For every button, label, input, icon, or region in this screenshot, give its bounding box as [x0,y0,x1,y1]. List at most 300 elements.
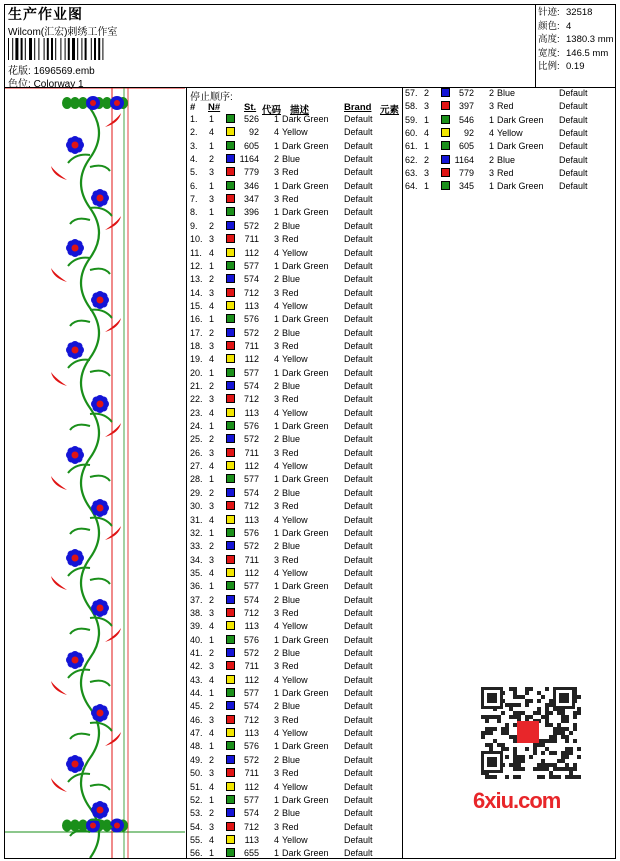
row-code: 1 [489,114,495,125]
qr-module [497,719,501,723]
row-index: 35. [190,567,203,578]
row-stitches: 574 [243,701,259,712]
qr-module [497,743,501,747]
qr-module [561,759,565,763]
row-stitches: 711 [244,554,259,565]
row-code: 1 [274,741,280,752]
row-code: 3 [274,167,280,178]
row-stitches: 1164 [239,154,259,165]
row-stitches: 712 [243,714,259,725]
row-index: 25. [190,434,203,445]
row-description: Blue [497,88,516,98]
row-brand: Default [344,701,373,712]
red-leaf [105,318,121,332]
row-needle: 2 [209,594,215,605]
flower-center [72,555,79,562]
row-brand: Default [344,154,373,165]
row-needle: 2 [209,434,215,445]
qr-code [471,681,586,781]
row-description: Red [282,821,299,832]
qr-module [561,731,565,735]
row-brand: Default [559,128,588,139]
row-needle: 3 [209,394,215,405]
row-code: 4 [274,461,280,472]
row-index: 61. [405,141,418,152]
row-index: 52. [190,794,203,805]
green-tendril [90,166,110,171]
row-code: 4 [274,514,280,525]
qr-module [561,735,565,739]
row-needle: 1 [424,181,430,192]
border-flower-center [114,823,120,829]
green-tendril [90,681,110,686]
qr-module [569,767,573,771]
qr-module [517,703,521,707]
row-stitches: 113 [244,300,259,311]
row-needle: 1 [209,474,215,485]
qr-module [573,711,577,715]
row-description: Red [282,501,299,512]
stat-row [538,47,614,61]
row-code: 3 [274,607,280,618]
row-code: 2 [274,648,280,658]
row-index: 6. [190,180,198,191]
qr-module [513,703,517,707]
green-tendril [90,476,110,481]
qr-module [533,743,537,747]
row-index: 44. [190,688,203,699]
row-code: 3 [274,287,280,298]
qr-finder-core [559,693,569,703]
qr-module [537,707,541,711]
row-description: Dark Green [282,848,329,859]
qr-module [493,775,497,779]
qr-module [513,759,517,763]
row-brand: Default [344,340,373,351]
flower-center [72,452,79,459]
row-code: 4 [274,127,280,138]
row-stitches: 711 [244,234,259,245]
sequence-title: 停止顺序: [190,92,233,103]
qr-module [565,739,569,743]
stat-label: 颜色: [538,20,560,32]
row-code: 4 [274,781,280,792]
row-description: Red [282,194,299,205]
row-brand: Default [344,274,373,285]
qr-module [485,727,489,731]
qr-module [537,767,541,771]
row-needle: 4 [209,300,215,311]
row-index: 11. [190,247,202,258]
row-needle: 3 [209,234,215,245]
row-needle: 1 [209,794,215,805]
design-divider [186,88,187,859]
row-needle: 2 [424,88,430,98]
row-needle: 1 [424,114,430,125]
qr-module [565,755,569,759]
row-index: 29. [190,487,203,498]
row-description: Dark Green [282,140,329,151]
green-tendril [70,321,90,326]
qr-module [577,707,581,711]
qr-module [533,751,537,755]
qr-module [489,775,493,779]
watermark-logo: 6xiu.com [473,788,561,813]
qr-module [553,735,557,739]
row-brand: Default [344,127,373,138]
row-code: 2 [274,701,280,712]
row-needle: 3 [209,447,215,458]
row-description: Red [282,554,299,565]
qr-module [549,763,553,767]
row-description: Dark Green [282,367,329,378]
row-brand: Default [559,181,588,192]
row-brand: Default [344,741,373,752]
row-index: 16. [190,314,203,325]
col-brand: Brand [344,102,372,113]
qr-module [517,759,521,763]
row-index: 3. [190,140,198,151]
col-element: 元素 [380,105,400,116]
row-needle: 2 [209,327,215,338]
row-description: Blue [282,274,301,285]
qr-module [513,723,517,727]
row-description: Dark Green [282,421,329,432]
col-stitches: St. [244,102,257,113]
qr-module [565,719,569,723]
qr-module [525,691,529,695]
row-brand: Default [344,754,373,765]
qr-module [545,707,549,711]
row-stitches: 526 [243,114,259,124]
red-leaf [105,526,121,540]
row-stitches: 576 [243,314,259,325]
row-index: 7. [190,194,198,205]
qr-module [561,715,565,719]
row-stitches: 112 [244,247,259,258]
row-stitches: 572 [243,754,259,765]
flower-center [97,297,104,304]
row-brand: Default [344,314,373,325]
qr-module [517,715,521,719]
row-index: 51. [190,781,203,792]
qr-module [545,711,549,715]
row-needle: 2 [209,648,215,658]
row-description: Dark Green [282,741,329,752]
qr-module [577,775,581,779]
row-index: 45. [190,701,203,712]
stat-value: 0.19 [566,61,585,72]
row-needle: 2 [209,808,215,819]
row-description: Dark Green [282,634,329,645]
row-code: 1 [274,527,280,538]
flower-center [72,761,79,768]
stat-value: 1380.3 mm [566,34,614,45]
row-needle: 3 [209,501,215,512]
row-brand: Default [559,101,588,112]
row-description: Dark Green [282,207,329,218]
row-stitches: 346 [243,180,259,191]
row-code: 3 [274,661,280,672]
row-brand: Default [344,394,373,405]
row-index: 27. [190,461,203,472]
row-needle: 1 [209,314,215,325]
row-description: Dark Green [497,114,544,125]
row-needle: 4 [209,407,215,418]
row-index: 62. [405,154,418,165]
qr-module [545,747,549,751]
row-index: 28. [190,474,203,485]
red-leaf [51,166,67,180]
row-stitches: 572 [243,648,259,658]
green-tendril [70,425,90,430]
row-needle: 1 [209,848,215,859]
row-brand: Default [344,421,373,432]
row-index: 53. [190,808,203,819]
row-stitches: 572 [243,327,259,338]
row-stitches: 576 [243,421,259,432]
row-needle: 4 [209,728,215,739]
row-needle: 1 [209,180,215,191]
qr-module [565,735,569,739]
row-code: 2 [274,541,280,552]
row-index: 39. [190,621,203,632]
row-needle: 1 [209,260,215,271]
qr-module [485,743,489,747]
row-index: 26. [190,447,203,458]
row-brand: Default [344,300,373,311]
row-description: Red [282,287,299,298]
row-description: Red [282,167,299,178]
qr-module [569,771,573,775]
qr-module [573,763,577,767]
qr-module [517,711,521,715]
row-brand: Default [344,434,373,445]
row-code: 1 [274,367,280,378]
row-brand: Default [344,581,373,592]
row-code: 4 [489,128,495,139]
row-needle: 1 [209,367,215,378]
row-code: 4 [274,407,280,418]
row-stitches: 112 [244,461,259,472]
row-stitches: 347 [243,194,259,205]
row-index: 20. [190,367,203,378]
qr-module [537,775,541,779]
qr-module [517,775,521,779]
row-code: 2 [274,327,280,338]
green-tendril [90,579,110,584]
qr-module [529,699,533,703]
flower-center [72,142,79,149]
row-description: Blue [497,154,516,165]
row-needle: 3 [209,661,215,672]
row-stitches: 112 [244,567,259,578]
row-brand: Default [559,168,588,179]
qr-module [565,751,569,755]
qr-module [561,755,565,759]
company-name: Wilcom(汇宏)刺绣工作室 [8,27,118,38]
qr-module [573,767,577,771]
qr-module [521,695,525,699]
qr-module [533,767,537,771]
row-stitches: 397 [458,101,474,112]
row-code: 3 [489,168,495,179]
row-needle: 4 [209,567,215,578]
row-index: 18. [190,340,203,351]
row-brand: Default [344,661,373,672]
qr-module [505,755,509,759]
qr-module [549,751,553,755]
qr-finder-core [487,757,497,767]
qr-module [513,715,517,719]
qr-module [573,723,577,727]
green-tendril [90,371,110,376]
qr-module [505,723,509,727]
stats-divider [535,4,536,88]
col-code: 代码 [262,105,282,116]
row-code: 3 [274,768,280,779]
row-needle: 4 [209,354,215,365]
qr-module [573,739,577,743]
row-description: Yellow [282,621,308,632]
row-description: Dark Green [282,794,329,805]
row-stitches: 572 [243,541,259,552]
row-needle: 1 [209,527,215,538]
flower-center [97,401,104,408]
row-description: Blue [282,594,301,605]
row-needle: 2 [209,154,215,165]
qr-module [569,751,573,755]
row-description: Yellow [282,834,308,845]
row-stitches: 577 [243,581,259,592]
file-label: 花版: [8,66,31,77]
row-brand: Default [344,367,373,378]
row-stitches: 605 [243,140,259,151]
row-description: Yellow [282,127,308,138]
row-description: Dark Green [497,141,544,152]
row-code: 4 [274,834,280,845]
row-index: 23. [190,407,203,418]
table-divider [402,88,403,859]
row-stitches: 711 [244,768,259,779]
row-stitches: 345 [458,181,474,192]
qr-module [489,747,493,751]
green-tendril [90,785,110,790]
row-description: Dark Green [282,180,329,191]
qr-module [545,723,549,727]
qr-module [497,715,501,719]
qr-module [565,747,569,751]
row-code: 1 [274,140,280,151]
row-index: 34. [190,554,203,565]
row-brand: Default [559,154,588,165]
row-stitches: 113 [244,514,259,525]
row-needle: 2 [209,274,215,285]
row-description: Blue [282,648,301,658]
qr-module [489,731,493,735]
row-description: Red [282,607,299,618]
row-needle: 3 [209,287,215,298]
qr-module [525,703,529,707]
row-needle: 4 [209,514,215,525]
qr-module [521,767,525,771]
row-brand: Default [344,674,373,685]
row-brand: Default [344,514,373,525]
row-needle: 1 [209,140,215,151]
row-index: 17. [190,327,203,338]
qr-module [557,723,561,727]
row-index: 56. [190,848,203,859]
qr-module [541,763,545,767]
row-index: 4. [190,154,198,165]
row-brand: Default [344,140,373,151]
row-brand: Default [344,834,373,845]
qr-module [549,775,553,779]
row-stitches: 546 [458,114,474,125]
qr-module [565,767,569,771]
row-needle: 4 [209,247,215,258]
row-stitches: 712 [243,394,259,405]
row-description: Yellow [282,674,308,685]
row-code: 1 [274,260,280,271]
row-stitches: 1164 [454,154,474,165]
row-brand: Default [344,487,373,498]
qr-module [565,775,569,779]
row-brand: Default [344,688,373,699]
qr-module [513,751,517,755]
row-code: 1 [274,207,280,218]
flower-center [97,807,104,814]
row-brand: Default [344,714,373,725]
green-tendril [70,219,90,224]
row-index: 55. [190,834,203,845]
stat-value: 4 [566,20,572,32]
row-description: Dark Green [282,688,329,699]
qr-module [533,747,537,751]
row-index: 47. [190,728,203,739]
row-brand: Default [344,207,373,218]
row-index: 22. [190,394,203,405]
row-description: Red [282,661,299,672]
row-description: Yellow [282,461,308,472]
row-stitches: 779 [458,168,474,179]
qr-module [557,775,561,779]
red-leaf [51,476,67,490]
row-stitches: 112 [244,674,259,685]
row-index: 32. [190,527,203,538]
row-index: 36. [190,581,203,592]
file-name: 1696569.emb [33,66,95,77]
row-needle: 3 [209,607,215,618]
qr-module [541,759,545,763]
row-index: 9. [190,220,198,231]
row-stitches: 574 [243,808,259,819]
row-index: 21. [190,381,203,391]
row-needle: 3 [209,194,215,205]
row-needle: 1 [424,141,430,152]
qr-module [565,727,569,731]
row-index: 59. [405,114,418,125]
qr-module [553,775,557,779]
flower-center [97,505,104,512]
red-leaf [51,372,67,386]
row-brand: Default [344,768,373,779]
col-num: # [190,102,196,113]
row-description: Red [282,768,299,779]
red-leaf [51,576,67,590]
row-stitches: 712 [243,287,259,298]
colorway-name: Colorway 1 [33,79,84,90]
